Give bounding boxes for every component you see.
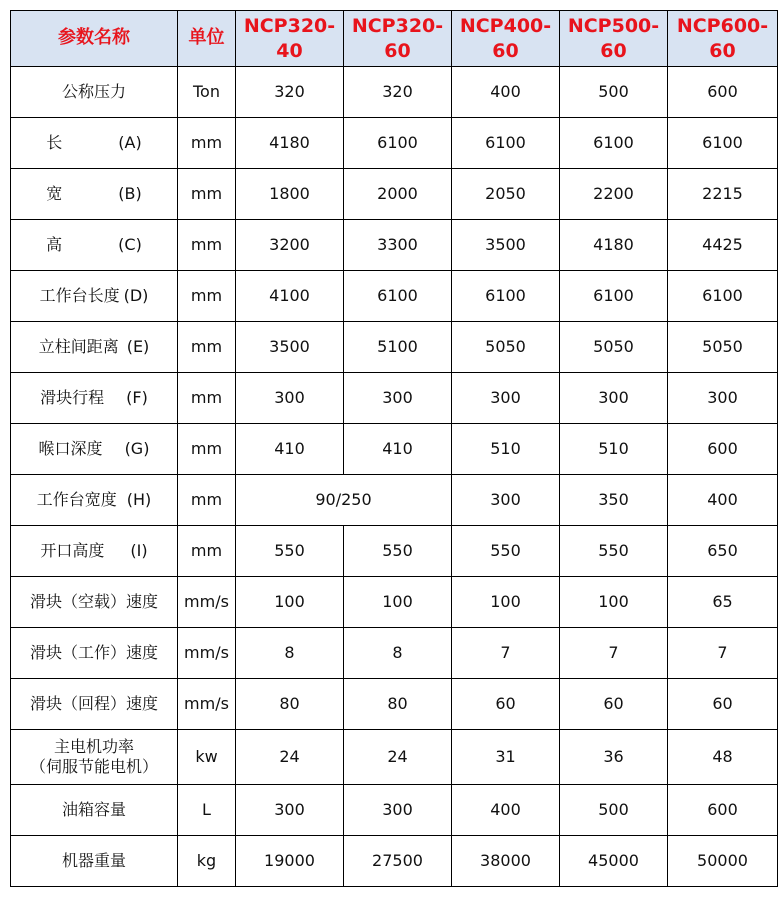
value-cell: 300: [560, 373, 668, 424]
value-cell: 300: [344, 785, 452, 836]
value-cell: 4180: [236, 118, 344, 169]
param-name: [11, 785, 178, 836]
value-cell: 27500: [344, 836, 452, 887]
model-line1: NCP500-: [567, 14, 660, 37]
param-label: 开口高度: [40, 541, 105, 560]
value-cell: 36: [560, 730, 668, 785]
param-name: [11, 836, 178, 887]
value-cell: 80: [236, 679, 344, 730]
value-cell: 45000: [560, 836, 668, 887]
table-row: [11, 679, 778, 730]
value-cell: 60: [668, 679, 778, 730]
model-line2: 60: [600, 39, 627, 62]
value-cell: 1800: [236, 169, 344, 220]
value-cell: 3200: [236, 220, 344, 271]
param-code: (A): [118, 133, 142, 152]
value-cell: 100: [452, 577, 560, 628]
table-row: [11, 526, 778, 577]
model-line1: NCP400-: [459, 14, 552, 37]
unit-cell: mm: [178, 475, 236, 526]
value-cell: 2050: [452, 169, 560, 220]
value-cell: 100: [560, 577, 668, 628]
table-row: [11, 373, 778, 424]
header-row: [11, 11, 778, 67]
param-label: 长: [46, 133, 63, 152]
value-cell: 6100: [452, 118, 560, 169]
value-cell: 6100: [560, 118, 668, 169]
value-cell: 60: [560, 679, 668, 730]
value-cell: 300: [236, 373, 344, 424]
param-label: 公称压力: [61, 82, 126, 101]
value-cell: 5050: [668, 322, 778, 373]
value-cell: 500: [560, 785, 668, 836]
value-cell: 6100: [452, 271, 560, 322]
value-cell: 2200: [560, 169, 668, 220]
param-code: (F): [126, 388, 148, 407]
param-name: [11, 118, 178, 169]
unit-cell: L: [178, 785, 236, 836]
param-code: (G): [124, 439, 150, 458]
value-cell: 31: [452, 730, 560, 785]
param-name: [11, 526, 178, 577]
header-model: [344, 11, 452, 67]
table-row: [11, 577, 778, 628]
param-name: [11, 577, 178, 628]
value-cell: 4180: [560, 220, 668, 271]
value-cell: 2215: [668, 169, 778, 220]
value-cell: 7: [560, 628, 668, 679]
header-unit: 单位: [178, 11, 236, 67]
param-name: [11, 475, 178, 526]
value-cell: 550: [344, 526, 452, 577]
spec-table: [10, 10, 778, 887]
param-label: 滑块（回程）速度: [29, 694, 158, 713]
value-cell: 19000: [236, 836, 344, 887]
param-name: [11, 424, 178, 475]
value-cell: 410: [236, 424, 344, 475]
value-cell: 60: [452, 679, 560, 730]
param-code: (D): [123, 286, 149, 305]
value-cell: 350: [560, 475, 668, 526]
unit-cell: mm: [178, 118, 236, 169]
value-cell: 410: [344, 424, 452, 475]
value-cell: 400: [452, 785, 560, 836]
table-row: [11, 424, 778, 475]
param-name: [11, 271, 178, 322]
value-cell: 510: [452, 424, 560, 475]
value-cell: 300: [668, 373, 778, 424]
value-cell: 320: [236, 67, 344, 118]
value-cell: 550: [560, 526, 668, 577]
table-row: [11, 730, 778, 785]
value-cell: 510: [560, 424, 668, 475]
param-code: (C): [118, 235, 142, 254]
header-model: [560, 11, 668, 67]
param-code: (H): [126, 490, 152, 509]
value-cell: 6100: [560, 271, 668, 322]
unit-cell: mm/s: [178, 628, 236, 679]
model-line2: 60: [384, 39, 411, 62]
value-cell: 2000: [344, 169, 452, 220]
param-label: 滑块（空载）速度: [29, 592, 158, 611]
value-cell: 5050: [560, 322, 668, 373]
value-cell: 4100: [236, 271, 344, 322]
unit-cell: kg: [178, 836, 236, 887]
value-cell: 5100: [344, 322, 452, 373]
value-cell: 8: [344, 628, 452, 679]
param-label: 工作台长度: [39, 286, 120, 305]
value-cell: 100: [344, 577, 452, 628]
value-cell: 38000: [452, 836, 560, 887]
table-row: [11, 836, 778, 887]
value-cell: 6100: [344, 118, 452, 169]
param-name: [11, 679, 178, 730]
param-label: 立柱间距离: [38, 337, 119, 356]
value-cell: 24: [236, 730, 344, 785]
unit-cell: kw: [178, 730, 236, 785]
param-name: [11, 220, 178, 271]
param-name: [11, 169, 178, 220]
model-line2: 60: [709, 39, 736, 62]
value-cell: 300: [344, 373, 452, 424]
model-line1: NCP320-: [243, 14, 336, 37]
value-cell: 7: [452, 628, 560, 679]
unit-cell: mm: [178, 322, 236, 373]
param-label: 滑块（工作）速度: [29, 643, 158, 662]
value-cell: 100: [236, 577, 344, 628]
table-row: [11, 628, 778, 679]
value-cell: 5050: [452, 322, 560, 373]
value-cell-merged: 90/250: [236, 475, 452, 526]
unit-cell: mm/s: [178, 679, 236, 730]
value-cell: 600: [668, 424, 778, 475]
param-label: 宽: [46, 184, 63, 203]
value-cell: 8: [236, 628, 344, 679]
unit-cell: mm: [178, 424, 236, 475]
model-line2: 60: [492, 39, 519, 62]
param-sublabel: （伺服节能电机）: [29, 757, 158, 776]
value-cell: 650: [668, 526, 778, 577]
param-name: [11, 322, 178, 373]
param-label: 高: [46, 235, 63, 254]
value-cell: 7: [668, 628, 778, 679]
param-label: 工作台宽度: [36, 490, 117, 509]
value-cell: 500: [560, 67, 668, 118]
param-name: [11, 67, 178, 118]
table-row: [11, 322, 778, 373]
unit-cell: Ton: [178, 67, 236, 118]
value-cell: 3500: [236, 322, 344, 373]
unit-cell: mm: [178, 526, 236, 577]
value-cell: 400: [452, 67, 560, 118]
value-cell: 6100: [344, 271, 452, 322]
value-cell: 6100: [668, 118, 778, 169]
unit-cell: mm: [178, 169, 236, 220]
unit-cell: mm/s: [178, 577, 236, 628]
param-label: 油箱容量: [61, 800, 126, 819]
param-label: 滑块行程: [40, 388, 105, 407]
param-code: (I): [130, 541, 148, 560]
table-row: [11, 271, 778, 322]
value-cell: 4425: [668, 220, 778, 271]
spec-table-container: [10, 10, 778, 887]
value-cell: 550: [452, 526, 560, 577]
value-cell: 50000: [668, 836, 778, 887]
header-model: [236, 11, 344, 67]
param-name: [11, 628, 178, 679]
value-cell: 300: [452, 475, 560, 526]
value-cell: 600: [668, 67, 778, 118]
value-cell: 320: [344, 67, 452, 118]
value-cell: 550: [236, 526, 344, 577]
value-cell: 80: [344, 679, 452, 730]
value-cell: 24: [344, 730, 452, 785]
table-row: [11, 118, 778, 169]
table-row: [11, 67, 778, 118]
param-label: 机器重量: [61, 851, 126, 870]
param-code: (E): [126, 337, 150, 356]
model-line1: NCP600-: [676, 14, 769, 37]
value-cell: 48: [668, 730, 778, 785]
table-row: [11, 169, 778, 220]
param-name: [11, 373, 178, 424]
value-cell: 400: [668, 475, 778, 526]
header-param-name: 参数名称: [11, 11, 178, 67]
table-row: [11, 220, 778, 271]
header-model: [668, 11, 778, 67]
unit-cell: mm: [178, 271, 236, 322]
value-cell: 3500: [452, 220, 560, 271]
param-name: [11, 730, 178, 785]
unit-cell: mm: [178, 373, 236, 424]
model-line2: 40: [276, 39, 303, 62]
unit-cell: mm: [178, 220, 236, 271]
param-label: 主电机功率: [53, 737, 134, 756]
value-cell: 3300: [344, 220, 452, 271]
value-cell: 600: [668, 785, 778, 836]
value-cell: 6100: [668, 271, 778, 322]
model-line1: NCP320-: [351, 14, 444, 37]
value-cell: 300: [452, 373, 560, 424]
table-row: [11, 785, 778, 836]
value-cell: 65: [668, 577, 778, 628]
value-cell: 300: [236, 785, 344, 836]
table-row: [11, 475, 778, 526]
param-label: 喉口深度: [38, 439, 103, 458]
param-code: (B): [118, 184, 142, 203]
header-model: [452, 11, 560, 67]
